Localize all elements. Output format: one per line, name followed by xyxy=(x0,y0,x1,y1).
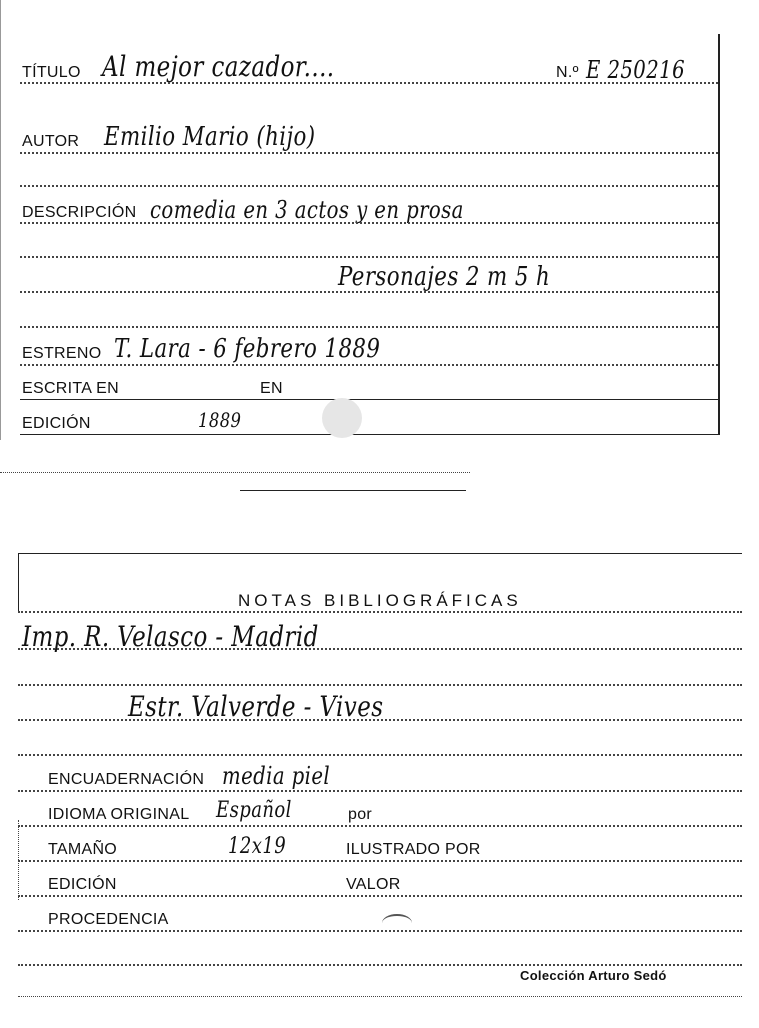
tamano-rule xyxy=(18,860,742,862)
notes-rule-5 xyxy=(18,754,742,756)
edicion2-label: EDICIÓN xyxy=(48,876,117,893)
estreno-label: ESTRENO xyxy=(22,345,102,362)
card1-right-border xyxy=(718,34,720,434)
tamano-label: TAMAÑO xyxy=(48,841,118,858)
card1-shadow-edge xyxy=(240,490,466,491)
notes-rule-3 xyxy=(18,684,742,686)
procedencia-label: PROCEDENCIA xyxy=(48,911,169,928)
note-line-2: Estr. Valverde - Vives xyxy=(128,690,384,723)
numero-value: E 250216 xyxy=(586,56,686,84)
procedencia-rule xyxy=(18,930,742,932)
personajes-value: Personajes 2 m 5 h xyxy=(338,262,551,292)
rule-6 xyxy=(20,291,718,293)
encuadernacion-value: media piel xyxy=(222,762,331,790)
card2-bottom-edge xyxy=(18,996,742,997)
por-label: por xyxy=(348,806,373,823)
titulo-label: TÍTULO xyxy=(22,64,81,81)
numero-label: N.º xyxy=(556,64,579,81)
rule-7 xyxy=(20,326,718,328)
encuadernacion-label: ENCUADERNACIÓN xyxy=(48,771,205,788)
ink-mark xyxy=(382,914,412,932)
idioma-rule xyxy=(18,825,742,827)
autor-value: Emilio Mario (hijo) xyxy=(104,122,316,152)
card2-top-border xyxy=(18,553,742,554)
encuadernacion-rule xyxy=(18,790,742,792)
edicion-rule xyxy=(20,434,720,435)
escrita-en-label: ESCRITA EN xyxy=(22,380,119,397)
tamano-value: 12x19 xyxy=(228,834,287,859)
card1-bottom-edge xyxy=(0,472,470,473)
autor-rule xyxy=(20,152,718,154)
edicion-value: 1889 xyxy=(198,408,242,432)
edicion2-rule xyxy=(18,895,742,897)
descripcion-rule xyxy=(20,222,718,224)
notes-rule-1 xyxy=(18,611,742,613)
descripcion-value: comedia en 3 actos y en prosa xyxy=(150,196,464,224)
ilustrado-label: ILUSTRADO POR xyxy=(346,841,481,858)
estreno-value: T. Lara - 6 febrero 1889 xyxy=(114,334,381,364)
rule-5 xyxy=(20,256,718,258)
escrita-en-rule xyxy=(20,399,718,400)
titulo-rule xyxy=(20,82,718,84)
notes-rule-4 xyxy=(18,719,742,721)
note-line-1: Imp. R. Velasco - Madrid xyxy=(22,620,319,653)
notes-rule-last xyxy=(18,964,742,966)
stain-mark xyxy=(322,398,362,438)
notes-rule-2 xyxy=(18,648,742,650)
card1-left-edge xyxy=(0,0,1,440)
titulo-value: Al mejor cazador.... xyxy=(102,50,335,83)
edicion-label: EDICIÓN xyxy=(22,415,91,432)
idioma-value: Español xyxy=(216,798,292,823)
rule-3 xyxy=(20,185,718,187)
descripcion-label: DESCRIPCIÓN xyxy=(22,204,137,221)
estreno-rule xyxy=(20,364,718,366)
en-label: EN xyxy=(260,380,283,397)
notas-header: NOTAS BIBLIOGRÁFICAS xyxy=(238,591,522,610)
coleccion-stamp: Colección Arturo Sedó xyxy=(520,968,667,983)
card2-left-border xyxy=(18,553,19,613)
valor-label: VALOR xyxy=(346,876,401,893)
idioma-label: IDIOMA ORIGINAL xyxy=(48,806,190,823)
autor-label: AUTOR xyxy=(22,133,80,150)
